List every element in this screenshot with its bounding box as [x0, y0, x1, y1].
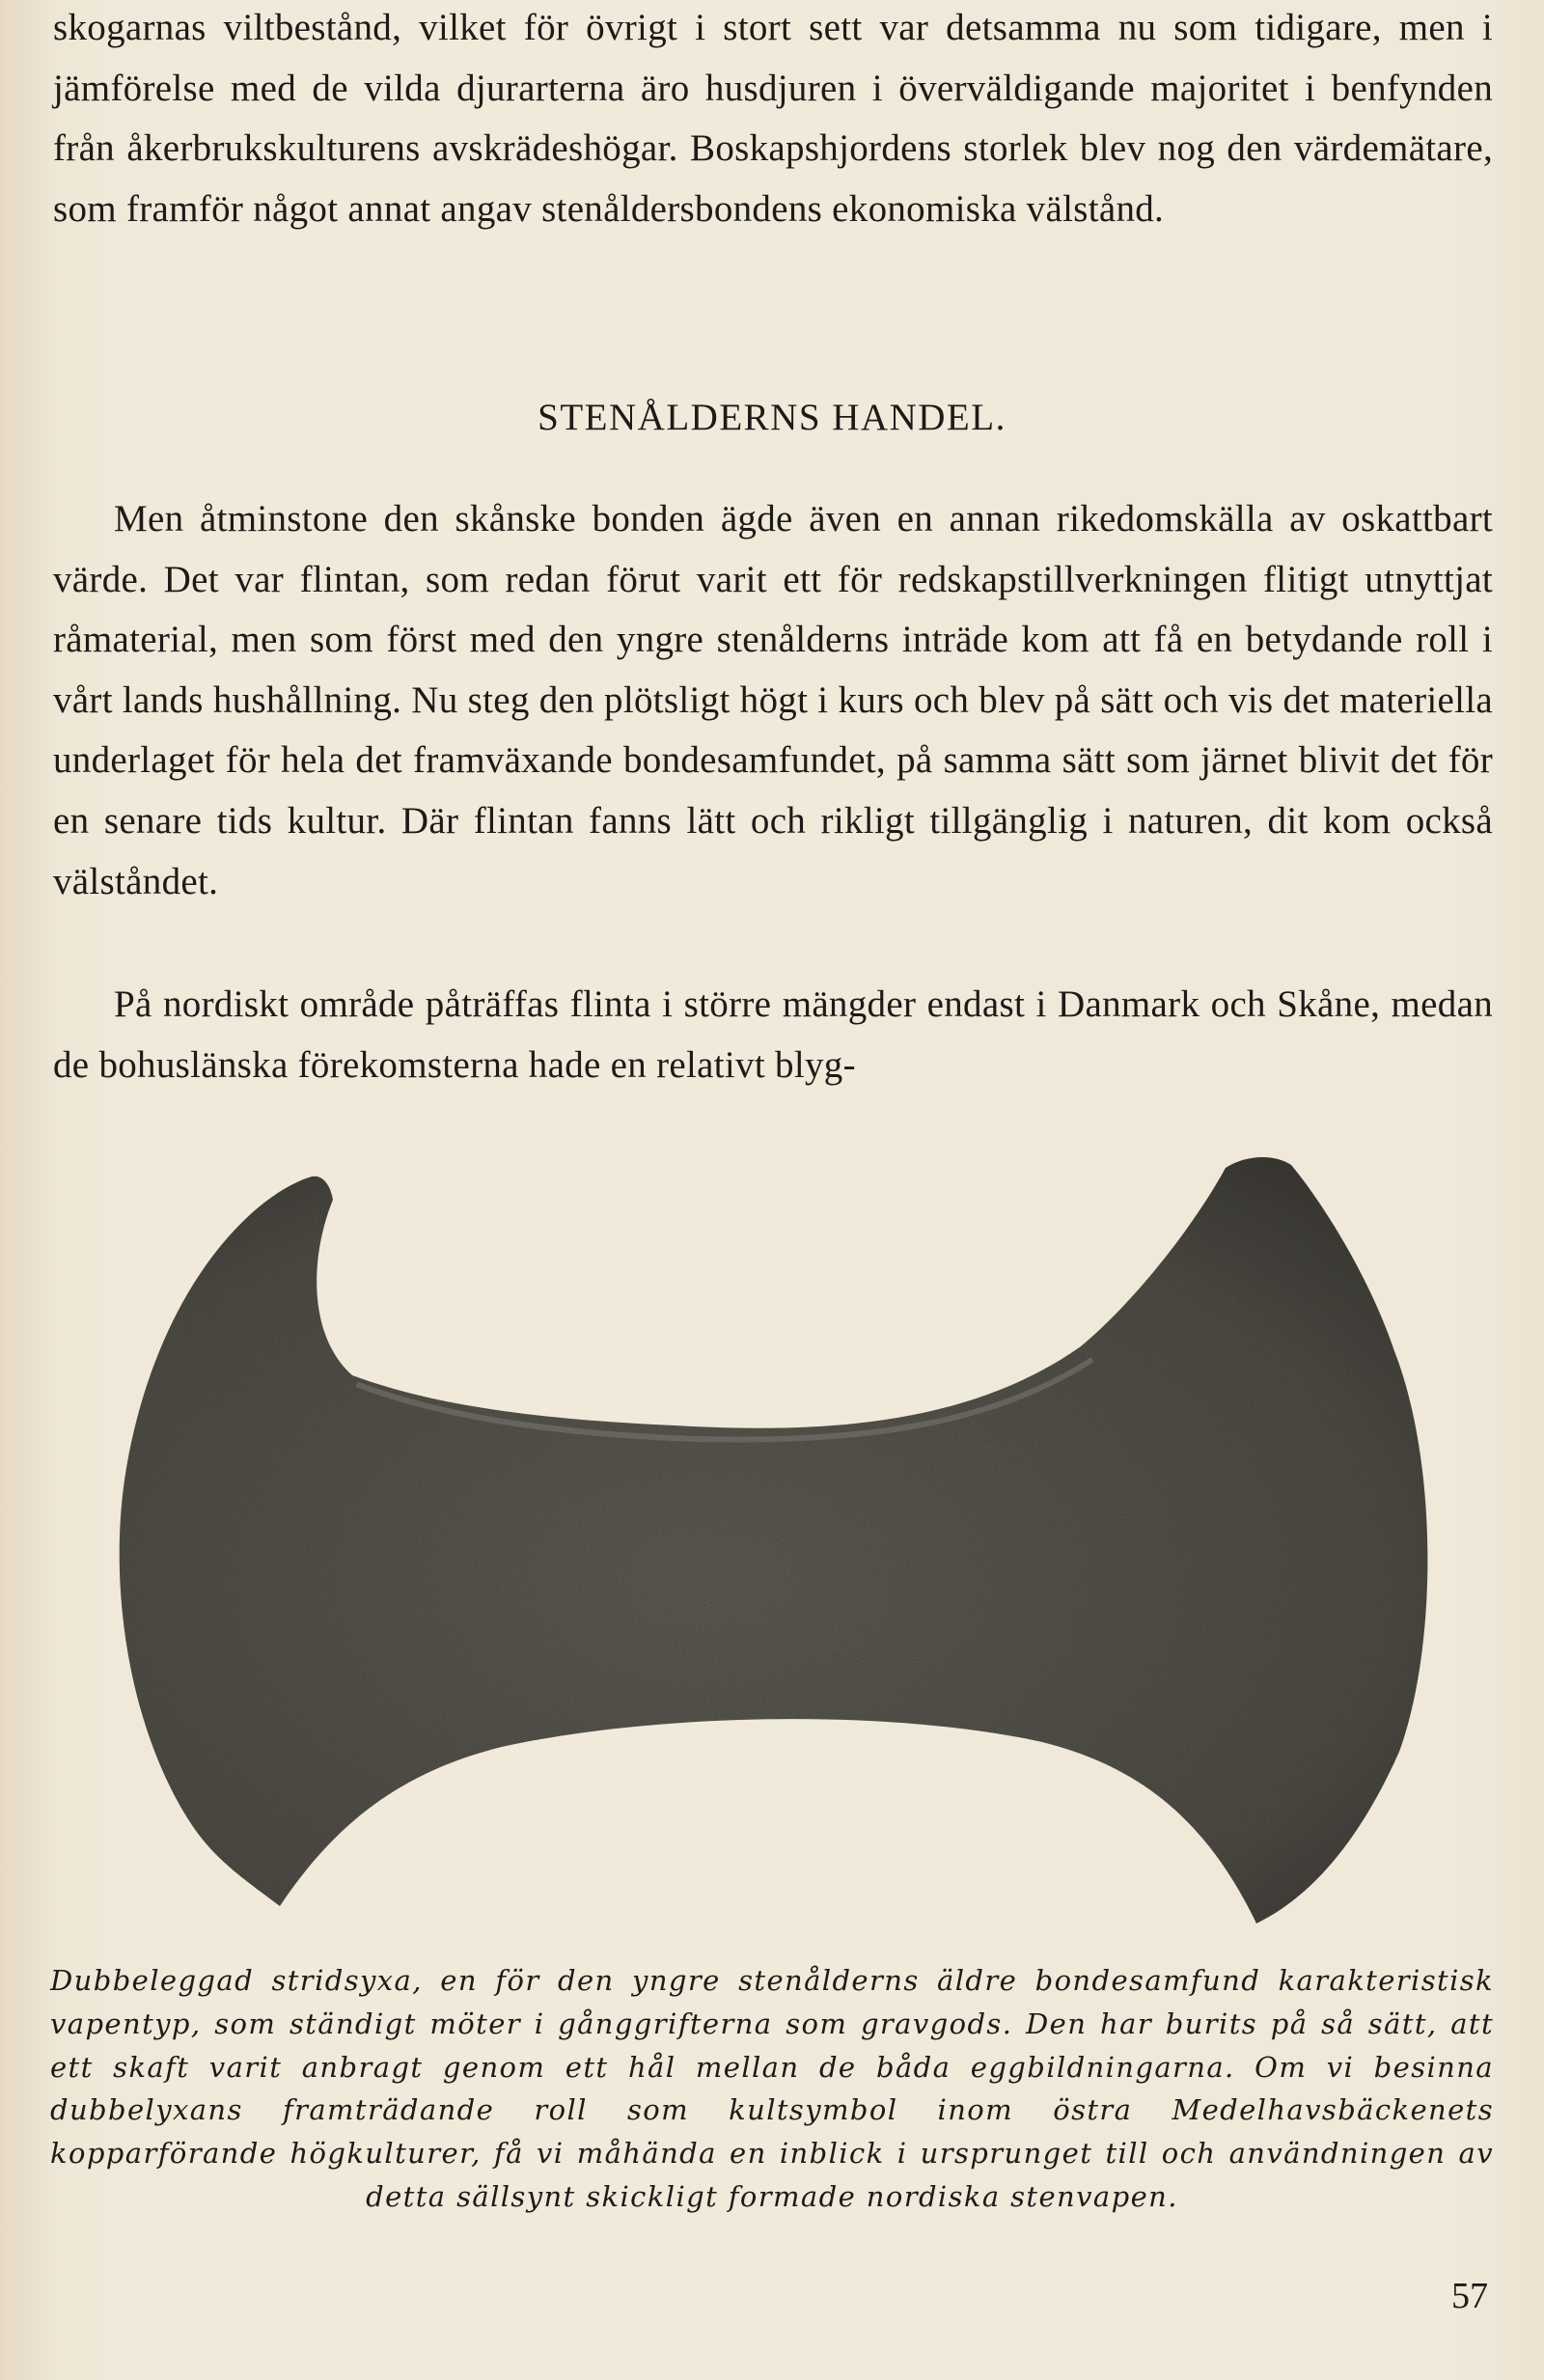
axe-shape [120, 1157, 1428, 1923]
section-heading: STENÅLDERNS HANDEL. [538, 397, 1006, 438]
page-number: 57 [1451, 2276, 1488, 2316]
figure-caption: Dubbeleggad stridsyxa, en för den yngre stenålderns äldre bondesamfund karakteristisk vapentyp, som ständigt möter i gånggrifterna som gravgods. Den har burits på så sätt, att ett skaft varit anbragt genom ett hål mellan de båda eggbildningarna. Om vi besinna dubbelyxans framträdande roll som kultsymbol inom östra Medelhavsbäckenets kopparförande högkulturer, få vi måhända en inblick i ursprunget till och användningen av detta sällsynt skickligt formade nordiska stenvapen. [50, 1964, 1494, 2213]
double-axe-photo [116, 1144, 1438, 1935]
continuation-paragraph: skogarnas viltbestånd, vilket för övrigt i stort sett var detsamma nu som tidigare, men i jämförelse med de vilda djurarterna äro husdjuren i överväldigande majoritet i benfynden från åkerbrukskulturens avskrädeshögar. Boskapshjordens storlek blev nog den värdemätare, som framför något annat angav stenåldersbondens ekonomiska välstånd. [53, 7, 1493, 230]
body-paragraph-trade: Men åtminstone den skånske bonden ägde även en annan rikedomskälla av oskattbart värde. Det var flintan, som redan förut varit ett för redskapstillverkningen flitigt utnyttjat råmaterial, men som först med den yngre stenålderns inträde kom att få en betydande roll i vårt lands hushållning. Nu steg den plötsligt högt i kurs och blev på sätt och vis det materiella underlaget för hela det framväxande bondesamfundet, på samma sätt som järnet blivit det för en senare tids kultur. Där flintan fanns lätt och rikligt tillgänglig i naturen, dit kom också välståndet. [53, 498, 1493, 902]
body-paragraph-flint: På nordiskt område påträffas flinta i större mängder endast i Danmark och Skåne, medan de bohuslänska förekomsterna hade en relativt blyg- [53, 983, 1493, 1086]
